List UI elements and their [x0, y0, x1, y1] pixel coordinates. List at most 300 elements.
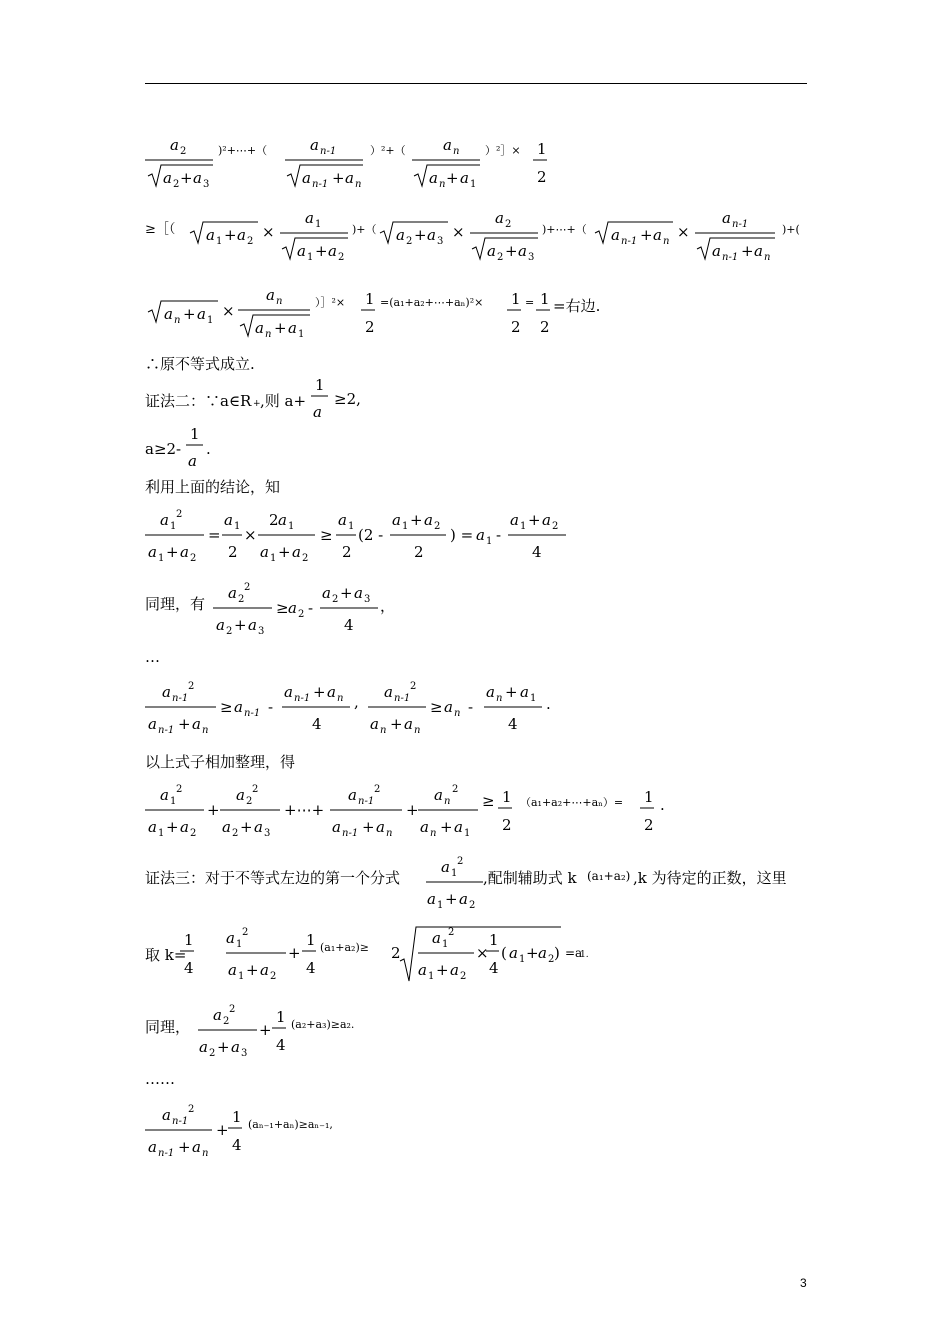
svg-text:+: +: [313, 683, 326, 701]
svg-text:n: n: [337, 693, 344, 704]
svg-text:4: 4: [232, 1136, 242, 1154]
svg-text:1: 1: [502, 788, 512, 806]
svg-text:a: a: [722, 209, 731, 227]
svg-text:2: 2: [188, 681, 195, 692]
svg-text:a: a: [278, 511, 287, 529]
svg-text:a: a: [510, 511, 519, 529]
svg-text:2: 2: [252, 784, 259, 795]
svg-text:a: a: [348, 786, 357, 804]
svg-text:≥: ≥: [430, 698, 443, 716]
svg-text:n: n: [380, 725, 387, 736]
svg-text:）²］×: ）²］×: [485, 144, 521, 157]
svg-text:4: 4: [276, 1036, 286, 1054]
svg-text:a: a: [180, 543, 189, 561]
svg-text:）²+（: ）²+（: [370, 144, 406, 157]
svg-text:+: +: [234, 616, 247, 634]
svg-text:1: 1: [451, 868, 458, 879]
svg-text:n: n: [355, 179, 362, 190]
svg-text:+⋯+: +⋯+: [284, 801, 325, 819]
svg-text:a: a: [450, 961, 459, 979]
svg-text:a: a: [322, 584, 331, 602]
svg-text:≥［（: ≥［（: [145, 222, 176, 237]
svg-text:2: 2: [188, 1104, 195, 1115]
svg-text:a: a: [486, 683, 495, 701]
svg-text:×: ×: [677, 223, 690, 241]
svg-text:a: a: [192, 715, 201, 733]
svg-text:4: 4: [306, 959, 316, 977]
fraction-a1sq-over-sum: [421, 852, 487, 912]
svg-text:+: +: [505, 242, 518, 260]
svg-text:+: +: [741, 242, 754, 260]
ellipsis: …: [145, 648, 160, 666]
svg-text:1: 1: [238, 971, 245, 982]
svg-text:)+⋯+（: )+⋯+（: [542, 223, 587, 236]
svg-text:2: 2: [180, 146, 187, 157]
svg-text:a: a: [224, 511, 233, 529]
svg-text:a: a: [432, 929, 441, 947]
svg-text:a: a: [392, 511, 401, 529]
svg-text:×: ×: [222, 302, 235, 320]
svg-text:=(a₁+a₂+⋯+aₙ)²×: =(a₁+a₂+⋯+aₙ)²×: [380, 296, 484, 309]
use-result-text: 利用上面的结论，知: [145, 478, 281, 496]
formula-line-11: [140, 677, 560, 737]
svg-text:1: 1: [348, 521, 355, 532]
svg-text:≥: ≥: [320, 526, 333, 544]
formula-line-8: [140, 505, 580, 565]
svg-text:2: 2: [552, 521, 559, 532]
svg-text:n-1: n-1: [342, 828, 359, 839]
svg-text:1: 1: [365, 290, 375, 308]
svg-text:n: n: [202, 725, 209, 736]
svg-text:+: +: [406, 801, 419, 819]
svg-text:a: a: [222, 818, 231, 836]
svg-text:a: a: [712, 242, 721, 260]
svg-text:a: a: [260, 543, 269, 561]
proof-three-intro: 证法三：对于不等式左边的第一个分式: [145, 869, 401, 887]
svg-text:+: +: [445, 890, 458, 908]
svg-text:1: 1: [207, 315, 214, 326]
svg-text:+: +: [178, 715, 191, 733]
svg-text:a: a: [226, 929, 235, 947]
fraction-1-over-a: [308, 375, 332, 425]
svg-text:a: a: [248, 616, 257, 634]
subscript-1: 1.: [580, 950, 589, 960]
svg-text:a: a: [420, 818, 429, 836]
svg-text:+: +: [332, 169, 345, 187]
svg-text:n: n: [430, 828, 437, 839]
svg-text:×: ×: [452, 223, 465, 241]
svg-text:2: 2: [448, 927, 455, 938]
svg-text:n: n: [276, 296, 283, 307]
svg-text:1: 1: [537, 140, 547, 158]
svg-text:a: a: [148, 715, 157, 733]
svg-text:a: a: [376, 818, 385, 836]
svg-text:)+(: )+(: [782, 223, 800, 236]
svg-text:a: a: [459, 890, 468, 908]
conclusion-text: ∴原不等式成立.: [145, 355, 255, 373]
svg-text:3: 3: [241, 1048, 248, 1059]
svg-text:3: 3: [528, 252, 535, 263]
svg-text:1: 1: [489, 931, 499, 949]
svg-text:1: 1: [315, 376, 325, 394]
svg-text:1: 1: [644, 788, 654, 806]
svg-text:2: 2: [460, 971, 467, 982]
svg-text:+: +: [224, 226, 237, 244]
svg-text:2: 2: [505, 219, 512, 230]
svg-text:1: 1: [288, 521, 295, 532]
svg-text:2: 2: [469, 900, 476, 911]
svg-text:n: n: [663, 236, 670, 247]
svg-text:a: a: [429, 169, 438, 187]
svg-text:2: 2: [414, 543, 424, 561]
svg-text:a: a: [418, 961, 427, 979]
svg-text:a: a: [255, 319, 264, 337]
svg-text:+: +: [440, 818, 453, 836]
svg-text:+: +: [390, 715, 403, 733]
svg-text:1: 1: [540, 290, 550, 308]
svg-text:2: 2: [229, 1004, 236, 1015]
formula-line-9: [208, 578, 388, 638]
svg-text:+: +: [640, 226, 653, 244]
svg-text:n-1: n-1: [294, 693, 311, 704]
formula-line-1: [140, 132, 580, 192]
svg-text:a: a: [193, 169, 202, 187]
svg-text:1: 1: [315, 219, 322, 230]
svg-text:3: 3: [258, 626, 265, 637]
svg-text:a: a: [384, 683, 393, 701]
svg-text:a: a: [338, 511, 347, 529]
svg-text:+: +: [246, 961, 259, 979]
svg-text:1: 1: [184, 931, 194, 949]
svg-text:3: 3: [364, 594, 371, 605]
svg-text:+: +: [166, 818, 179, 836]
svg-text:a: a: [345, 169, 354, 187]
ellipsis-2: ……: [145, 1070, 175, 1088]
svg-text:a: a: [441, 858, 450, 876]
svg-text:a: a: [443, 136, 452, 154]
svg-text:+: +: [436, 961, 449, 979]
svg-text:a: a: [424, 511, 433, 529]
svg-text:+: +: [528, 511, 541, 529]
svg-text:a: a: [396, 226, 405, 244]
svg-text:a: a: [328, 242, 337, 260]
svg-text:-: -: [268, 698, 274, 716]
svg-text:≥: ≥: [220, 698, 233, 716]
svg-text:a: a: [162, 683, 171, 701]
svg-text:a: a: [148, 818, 157, 836]
svg-text:a: a: [302, 169, 311, 187]
svg-text:2: 2: [406, 236, 413, 247]
svg-text:,: ,: [354, 693, 359, 711]
svg-text:×: ×: [262, 223, 275, 241]
svg-text:+: +: [216, 1121, 229, 1139]
svg-text:a: a: [313, 403, 322, 421]
svg-text:1: 1: [486, 536, 493, 547]
svg-text:a: a: [148, 1138, 157, 1156]
svg-text:1: 1: [276, 1008, 286, 1026]
svg-text:2: 2: [374, 784, 381, 795]
svg-text:≥: ≥: [482, 792, 495, 810]
svg-text:a: a: [444, 698, 453, 716]
take-k-text: 取 k=: [145, 946, 187, 964]
svg-text:a: a: [260, 961, 269, 979]
svg-text:n: n: [454, 708, 461, 719]
similarly-text: 同理，有: [145, 595, 206, 613]
svg-text:n: n: [265, 329, 272, 340]
svg-text:a: a: [254, 818, 263, 836]
svg-text:n-1: n-1: [732, 219, 749, 230]
svg-text:n-1: n-1: [621, 236, 638, 247]
svg-text:a: a: [237, 226, 246, 244]
svg-text:+: +: [178, 1138, 191, 1156]
svg-text:2: 2: [270, 971, 277, 982]
svg-text:a: a: [476, 526, 485, 544]
svg-text:4: 4: [489, 959, 499, 977]
svg-text:(a₁+a₂)≥: (a₁+a₂)≥: [320, 941, 369, 954]
superscript-plus: +: [253, 399, 261, 409]
svg-text:2: 2: [644, 816, 654, 834]
svg-text:2: 2: [190, 828, 197, 839]
svg-text:1: 1: [307, 252, 314, 263]
svg-text:+: +: [274, 319, 287, 337]
svg-text:+: +: [259, 1021, 272, 1039]
svg-text:+: +: [446, 169, 459, 187]
svg-text:2: 2: [537, 168, 547, 186]
svg-text:2: 2: [365, 318, 375, 336]
proof-two-mid: ,则 a+: [260, 392, 307, 410]
svg-text:3: 3: [264, 828, 271, 839]
svg-text:2: 2: [391, 944, 401, 962]
svg-text:2: 2: [511, 318, 521, 336]
svg-text:n: n: [764, 252, 771, 263]
svg-text:（a₁+a₂+⋯+aₙ）=: （a₁+a₂+⋯+aₙ）=: [520, 796, 624, 809]
formula-line-3: [140, 282, 620, 342]
svg-text:2: 2: [228, 543, 238, 561]
svg-text:n: n: [444, 796, 451, 807]
svg-text:4: 4: [508, 715, 518, 733]
svg-text:=: =: [525, 296, 535, 309]
svg-text:n: n: [453, 146, 460, 157]
svg-text:+: +: [362, 818, 375, 836]
svg-text:a: a: [197, 305, 206, 323]
svg-text:+: +: [180, 169, 193, 187]
svg-text:）］²×: ）］²×: [315, 296, 346, 309]
svg-text:a: a: [434, 786, 443, 804]
svg-text:1: 1: [520, 521, 527, 532]
svg-text:a: a: [427, 890, 436, 908]
svg-text:a: a: [542, 511, 551, 529]
svg-text:2: 2: [247, 236, 254, 247]
svg-text:)²+⋯+（: )²+⋯+（: [218, 144, 268, 157]
svg-text:2: 2: [410, 681, 417, 692]
svg-text:a: a: [370, 715, 379, 733]
svg-text:a: a: [213, 1006, 222, 1024]
svg-text:n-1: n-1: [358, 796, 375, 807]
svg-text:a: a: [228, 584, 237, 602]
svg-text:1: 1: [158, 828, 165, 839]
svg-text:a: a: [206, 226, 215, 244]
svg-text:1: 1: [158, 553, 165, 564]
svg-text:2: 2: [342, 543, 352, 561]
svg-text:a: a: [460, 169, 469, 187]
svg-text:4: 4: [184, 959, 194, 977]
svg-text:1: 1: [402, 521, 409, 532]
svg-text:×: ×: [476, 944, 489, 962]
svg-text:a: a: [162, 1106, 171, 1124]
svg-text:+: +: [217, 1038, 230, 1056]
svg-text:1: 1: [170, 796, 177, 807]
svg-text:) =: ) =: [450, 526, 474, 544]
svg-text:n-1: n-1: [320, 146, 337, 157]
svg-text:1: 1: [236, 939, 243, 950]
svg-text:a: a: [148, 543, 157, 561]
svg-text:a: a: [188, 452, 197, 470]
svg-text:+: +: [183, 305, 196, 323]
svg-text:4: 4: [312, 715, 322, 733]
svg-text:2: 2: [548, 954, 555, 965]
svg-text:+: +: [410, 511, 423, 529]
svg-text:3: 3: [203, 179, 210, 190]
svg-text:(a₂+a₃)≥a₂.: (a₂+a₃)≥a₂.: [291, 1018, 355, 1031]
svg-text:a: a: [332, 818, 341, 836]
svg-text:n-1: n-1: [158, 725, 175, 736]
svg-text:a: a: [288, 599, 297, 617]
svg-text:+: +: [278, 543, 291, 561]
svg-text:2: 2: [457, 856, 464, 867]
svg-text:1: 1: [190, 425, 200, 443]
svg-text:.: .: [660, 796, 665, 814]
svg-text:n-1: n-1: [158, 1148, 175, 1159]
svg-text:a: a: [180, 818, 189, 836]
svg-text:1: 1: [470, 179, 477, 190]
svg-text:n-1: n-1: [722, 252, 739, 263]
svg-text:a: a: [266, 286, 275, 304]
similarly-text-2: 同理，: [145, 1018, 191, 1036]
svg-text:+: +: [505, 683, 518, 701]
svg-text:1: 1: [511, 290, 521, 308]
svg-text:2: 2: [497, 252, 504, 263]
svg-text:a: a: [160, 786, 169, 804]
svg-text:4: 4: [344, 616, 354, 634]
svg-text:+: +: [288, 944, 301, 962]
svg-text:n-1: n-1: [172, 693, 189, 704]
svg-text:a: a: [192, 1138, 201, 1156]
svg-text:n: n: [496, 693, 503, 704]
svg-text:a: a: [305, 209, 314, 227]
svg-text:2: 2: [173, 179, 180, 190]
svg-text:2: 2: [238, 594, 245, 605]
formula-line-15: [176, 923, 566, 985]
svg-text:+: +: [166, 543, 179, 561]
svg-text:+: +: [414, 226, 427, 244]
svg-text:1: 1: [234, 521, 241, 532]
svg-text:-: -: [496, 526, 502, 544]
svg-text:2: 2: [452, 784, 459, 795]
svg-text:a: a: [538, 944, 547, 962]
svg-text:a: a: [487, 242, 496, 260]
svg-text:n-1: n-1: [172, 1116, 189, 1127]
svg-text:.: .: [546, 695, 551, 713]
svg-text:n-1: n-1: [312, 179, 329, 190]
svg-text:n: n: [386, 828, 393, 839]
svg-text:1: 1: [519, 954, 526, 965]
svg-text:2: 2: [540, 318, 550, 336]
svg-text:a: a: [236, 786, 245, 804]
svg-text:2: 2: [298, 609, 305, 620]
svg-text:+: +: [240, 818, 253, 836]
fraction-1-over-a-2: [183, 424, 207, 474]
svg-text:+: +: [315, 242, 328, 260]
svg-text:+: +: [526, 944, 539, 962]
svg-text:a: a: [518, 242, 527, 260]
formula-line-16: [193, 1000, 393, 1060]
svg-text:2: 2: [269, 511, 279, 529]
svg-text:1: 1: [270, 553, 277, 564]
svg-text:1: 1: [170, 521, 177, 532]
svg-text:×: ×: [244, 526, 257, 544]
svg-text:a: a: [231, 1038, 240, 1056]
svg-text:2: 2: [209, 1048, 216, 1059]
svg-text:a: a: [163, 169, 172, 187]
svg-text:=: =: [208, 526, 221, 544]
svg-text:a: a: [611, 226, 620, 244]
svg-text:2: 2: [302, 553, 309, 564]
header-rule: [145, 83, 807, 84]
svg-text:a: a: [404, 715, 413, 733]
svg-text:1: 1: [232, 1108, 242, 1126]
svg-text:a: a: [284, 683, 293, 701]
page-number: 3: [800, 1276, 807, 1290]
svg-text:4: 4: [532, 543, 542, 561]
svg-text:≥: ≥: [276, 599, 289, 617]
svg-text:2: 2: [176, 509, 183, 520]
proof-two-intro: 证法二：∵a∈R: [145, 392, 252, 410]
svg-text:a: a: [354, 584, 363, 602]
svg-text:a: a: [228, 961, 237, 979]
proof-two-tail: ≥2,: [334, 390, 361, 408]
svg-text:(: (: [501, 944, 507, 962]
svg-text:a: a: [297, 242, 306, 260]
svg-text:1: 1: [428, 971, 435, 982]
svg-text:a: a: [160, 511, 169, 529]
k-args: (a₁+a₂): [587, 869, 631, 883]
svg-text:n: n: [174, 315, 181, 326]
svg-text:1: 1: [437, 900, 444, 911]
svg-text:1: 1: [530, 693, 537, 704]
svg-text:(2 -: (2 -: [358, 526, 384, 544]
svg-text:1: 1: [306, 931, 316, 949]
svg-text:a: a: [288, 319, 297, 337]
svg-text:a: a: [292, 543, 301, 561]
svg-text:-: -: [468, 698, 474, 716]
svg-text:2: 2: [242, 927, 249, 938]
sum-text: 以上式子相加整理，得: [145, 753, 296, 771]
svg-text:n-1: n-1: [244, 708, 261, 719]
svg-text:2: 2: [244, 582, 251, 593]
inequality-a: a≥2-: [145, 440, 182, 458]
svg-text:a: a: [427, 226, 436, 244]
svg-text:a: a: [327, 683, 336, 701]
svg-text:2: 2: [223, 1016, 230, 1027]
svg-text:a: a: [199, 1038, 208, 1056]
svg-text:a: a: [653, 226, 662, 244]
svg-text:): ): [554, 944, 560, 962]
svg-text:n: n: [202, 1148, 209, 1159]
svg-text:1: 1: [298, 329, 305, 340]
svg-text:a: a: [170, 136, 179, 154]
formula-line-2: [140, 205, 820, 267]
svg-text:n: n: [414, 725, 421, 736]
